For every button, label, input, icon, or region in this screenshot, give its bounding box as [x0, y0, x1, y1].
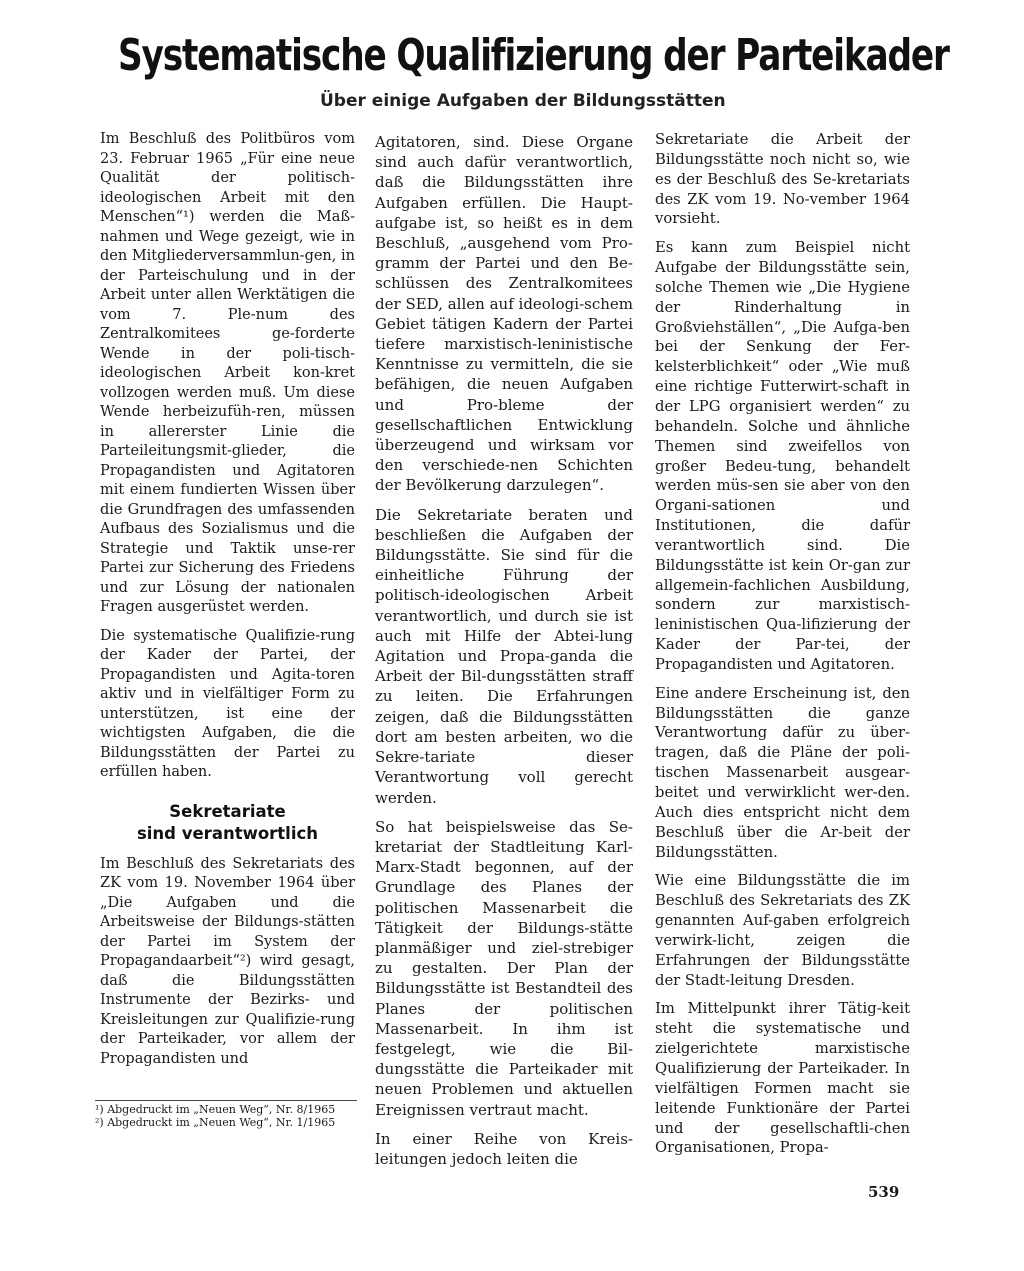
- paragraph: So hat beispielsweise das Se-kretariat der Stadtleitung Karl-Marx-Stadt begonnen, auf der Grundlage des Planes der politischen Massenarbeit die Tätigkeit der Bildungs-stätte planmäßiger und ziel-strebiger zu gestalten. Der Plan der Bildungsstätte ist Bestandteil des Planes der politischen Massenarbeit. In ihm ist festgelegt, wie die Bil-dungsstätte die Parteikader mit neuen Problemen und aktuellen Ereignissen vertraut macht.: [375, 817, 633, 1119]
- section-heading-line: sind verantwortlich: [136, 823, 319, 843]
- column-3: [655, 130, 910, 1167]
- paragraph: Eine andere Erscheinung ist, den Bildungsstätten die ganze Verantwortung dafür zu über-tragen, daß die Pläne der poli-tischen Massenarbeit ausgear-beitet und verwirklicht wer-den. Auch dies entspricht nicht dem Beschluß über die Ar-beit der Bildungsstätten.: [655, 684, 910, 861]
- paragraph: Die Sekretariate beraten und beschließen die Aufgaben der Bildungsstätte. Sie sind für die einheitliche Führung der politisch-ideologischen Arbeit verantwortlich, und durch sie ist auch mit Hilfe der Abtei-lung Agitation und Propa-ganda die Arbeit der Bil-dungsstätten straff zu leiten. Die Erfahrungen zeigen, daß die Bildungsstätten dort am besten arbeiten, wo die Sekre-tariate dieser Verantwortung voll gerecht werden.: [375, 505, 633, 807]
- paragraph: Es kann zum Beispiel nicht Aufgabe der Bildungsstätte sein, solche Themen wie „Die Hygiene der Rinderhaltung in Großviehställen“, „Die Aufga-ben bei der Senkung der Fer-kelsterblichkeit“ oder „Wie muß eine richtige Futterwirt-schaft in der LPG organisiert werden“ zu behandeln. Solche und ähnliche Themen sind zweifellos von großer Bedeu-tung, behandelt werden müs-sen sie aber von den Organi-sationen und Institutionen, die dafür verantwortlich sind. Die Bildungsstätte ist kein Or-gan zur allgemein-fachlichen Ausbildung, sondern zur marxistisch-leninistischen Qua-lifizierung der Kader der Par-tei, der Propagandisten und Agitatoren.: [655, 239, 910, 673]
- page-number: 539: [868, 1183, 900, 1201]
- paragraph: In einer Reihe von Kreis-leitungen jedoch leiten die: [375, 1129, 633, 1168]
- article-subtitle: Über einige Aufgaben der Bildungsstätten: [320, 91, 726, 111]
- footnotes: [95, 1100, 357, 1129]
- paragraph: Im Beschluß des Politbüros vom 23. Februar 1965 „Für eine neue Qualität der politisch-ideologischen Arbeit mit den Menschen“¹) werden die Maß-nahmen und Wege gezeigt, wie in den Mitgliederversammlun-gen, in der Parteischulung und in der Arbeit unter allen Werktätigen die vom 7. Ple-num des Zentralkomitees ge-forderte Wende in der poli-tisch-ideologischen Arbeit kon-kret vollzogen werden muß. Um diese Wende herbeizufüh-ren, müssen in allererster Linie die Parteileitungsmit-glieder, die Propagandisten und Agitatoren mit einem fundierten Wissen über die Grundfragen des umfassenden Aufbaus des Sozialismus und die Strategie und Taktik unse-rer Partei zur Sicherung des Friedens und zur Lösung der nationalen Fragen ausgerüstet werden.: [100, 131, 355, 615]
- paragraph: Im Beschluß des Sekretariats des ZK vom 19. November 1964 über „Die Aufgaben und die Arbeitsweise der Bildungs-stätten der Partei im System der Propagandaarbeit“²) wird gesagt, daß die Bildungsstätten Instrumente der Bezirks- und Kreisleitungen zur Qualifizie-rung der Parteikader, vor allem der Propagandisten und: [100, 855, 355, 1067]
- paragraph: Wie eine Bildungsstätte die im Beschluß des Sekretariats des ZK genannten Auf-gaben erfolgreich verwirk-licht, zeigen die Erfahrungen der Bildungsstätte der Stadt-leitung Dresden.: [655, 872, 910, 989]
- paragraph: Im Mittelpunkt ihrer Tätig-keit steht die systematische und zielgerichtete marxistische Qualifizierung der Parteikader. In vielfältigen Formen macht sie leitende Funktionäre der Partei und der gesellschaftli-chen Organisationen, Propa-: [655, 1000, 910, 1157]
- footnote: ¹) Abgedruckt im „Neuen Weg“, Nr. 8/1965: [95, 1103, 336, 1116]
- section-heading-line: Sekretariate: [169, 801, 286, 821]
- section-heading: [100, 801, 355, 845]
- article-title: Systematische Qualifizierung der Parteikader: [118, 30, 949, 81]
- footnote: ²) Abgedruckt im „Neuen Weg“, Nr. 1/1965: [95, 1115, 336, 1129]
- paragraph: Sekretariate die Arbeit der Bildungsstätte noch nicht so, wie es der Beschluß des Se-kretariats des ZK vom 19. No-vember 1964 vorsieht.: [655, 131, 910, 228]
- paragraph: Die systematische Qualifizie-rung der Kader der Partei, der Propagandisten und Agita-toren aktiv und in vielfältiger Form zu unterstützen, ist eine der wichtigsten Aufgaben, die die Bildungsstätten der Partei zu erfüllen haben.: [100, 627, 355, 780]
- column-2: [375, 132, 633, 1178]
- column-1: [100, 130, 355, 1078]
- paragraph: Agitatoren, sind. Diese Organe sind auch dafür verantwortlich, daß die Bildungsstätten ihre Aufgaben erfüllen. Die Haupt-aufgabe ist, so heißt es in dem Beschluß, „ausgehend vom Pro-gramm der Partei und den Be-schlüssen des Zentralkomitees der SED, allen auf ideologi-schem Gebiet tätigen Kadern der Partei tiefere marxistisch-leninistische Kenntnisse zu vermitteln, die sie befähigen, die neuen Aufgaben und Pro-bleme der gesellschaftlichen Entwicklung überzeugend und wirksam vor den verschiede-nen Schichten der Bevölkerung darzulegen“.: [375, 133, 633, 495]
